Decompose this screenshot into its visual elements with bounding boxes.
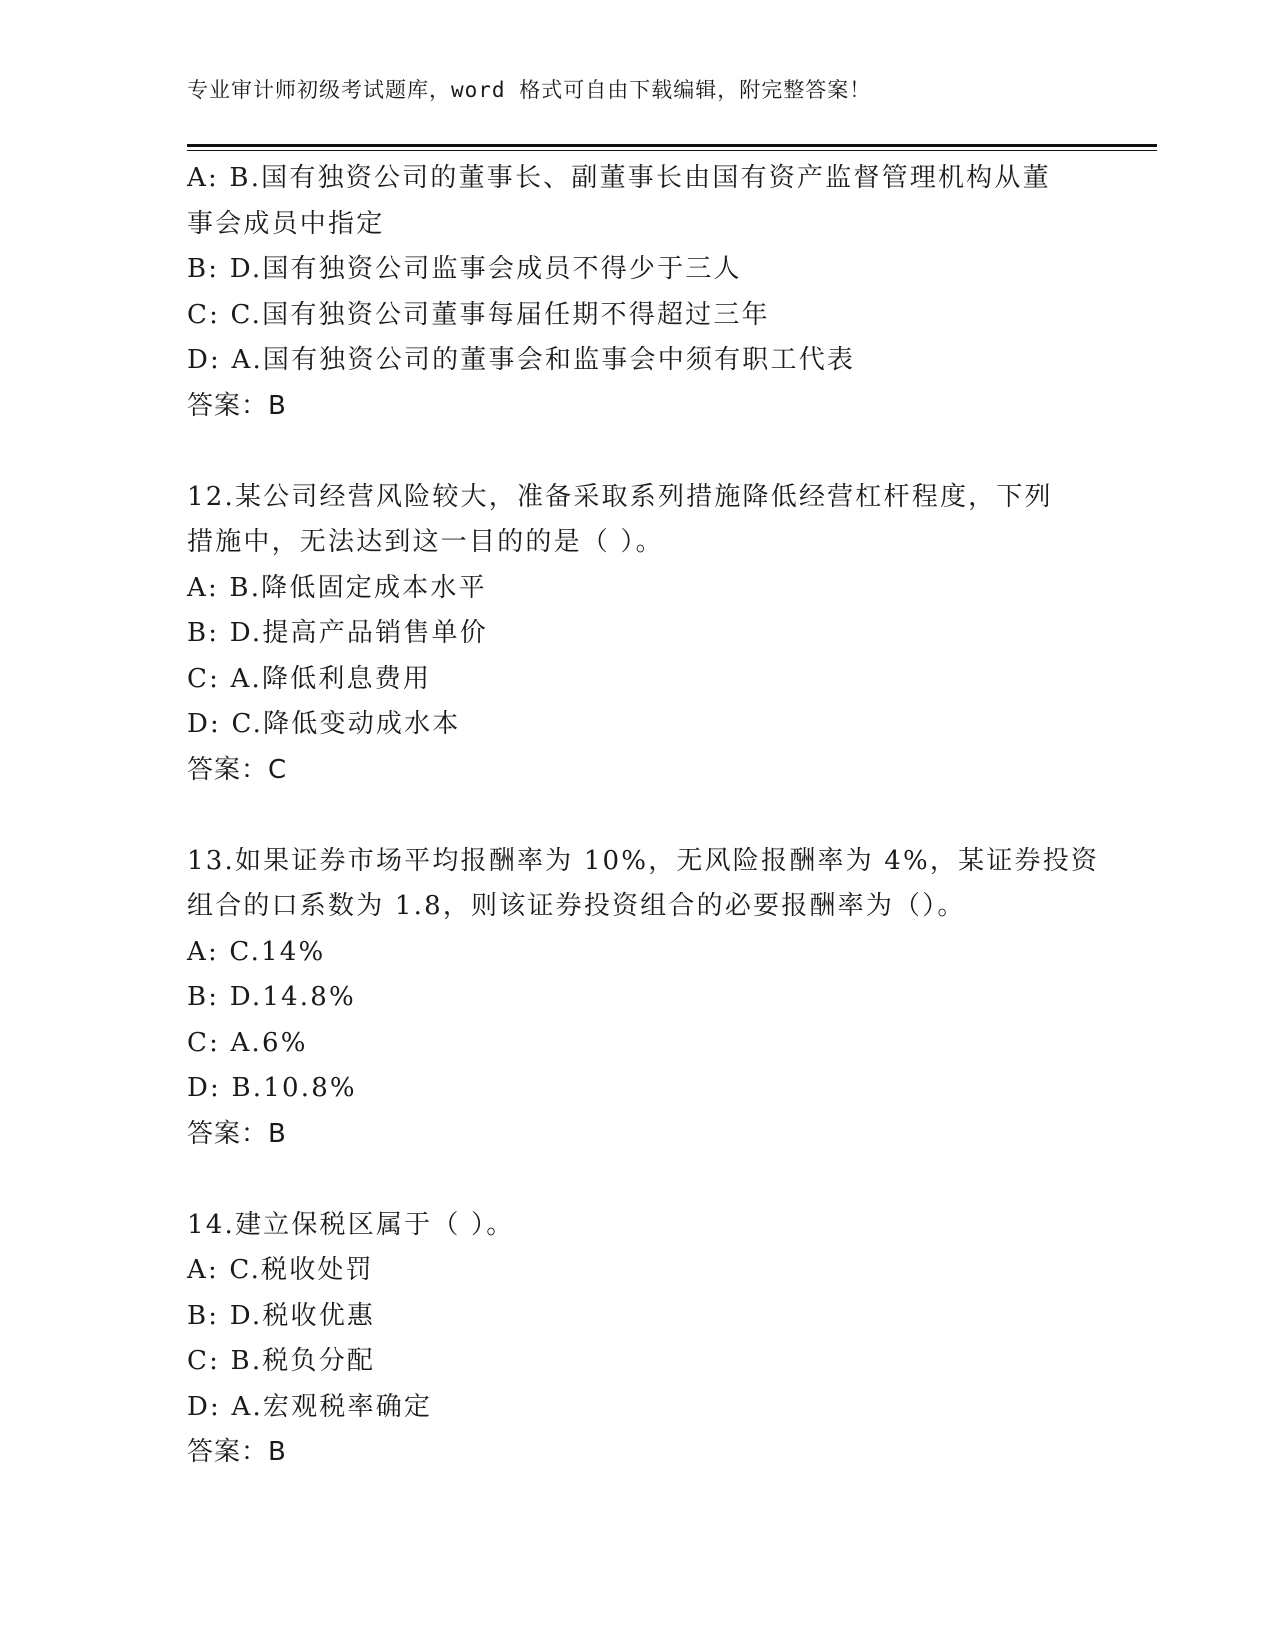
option-line: A: C.14% xyxy=(187,936,326,967)
option-line: D: A.国有独资公司的董事会和监事会中须有职工代表 xyxy=(187,345,856,375)
question-text: 13.如果证券市场平均报酬率为 10%，无风险报酬率为 4%，某证券投资 xyxy=(187,845,1100,876)
option-line: C: C.国有独资公司董事每届任期不得超过三年 xyxy=(187,299,770,330)
option-line: C: A.6% xyxy=(187,1027,308,1058)
header-rule-thick xyxy=(187,144,1157,147)
answer-line: 答案：B xyxy=(187,1118,287,1149)
question-list xyxy=(187,156,1100,1476)
page-header: 专业审计师初级考试题库，word 格式可自由下载编辑，附完整答案！ xyxy=(187,78,872,102)
header-rule-thin xyxy=(187,150,1157,151)
question-text: 组合的口系数为 1.8，则该证券投资组合的必要报酬率为（）。 xyxy=(187,891,966,921)
option-line: C: A.降低利息费用 xyxy=(187,663,432,694)
option-line: B: D.国有独资公司监事会成员不得少于三人 xyxy=(187,254,742,284)
option-line: B: D.提高产品销售单价 xyxy=(187,618,488,648)
option-line: B: D.税收优惠 xyxy=(187,1300,376,1331)
question-text: 14.建立保税区属于（ ）。 xyxy=(187,1209,515,1240)
spacer xyxy=(187,429,1087,475)
option-line: 事会成员中指定 xyxy=(187,208,385,239)
option-line: D: C.降低变动成水本 xyxy=(187,709,461,739)
answer-line: 答案：B xyxy=(187,1437,287,1467)
option-line: A: B.国有独资公司的董事长、副董事长由国有资产监督管理机构从董 xyxy=(187,163,1051,193)
question-block xyxy=(187,475,1087,794)
option-line: D: A.宏观税率确定 xyxy=(187,1391,433,1422)
spacer xyxy=(187,793,1087,839)
question-text: 措施中，无法达到这一目的的是（ ）。 xyxy=(187,527,664,557)
question-block xyxy=(187,839,1100,1158)
spacer xyxy=(187,1157,1087,1203)
option-line: A: C.税收处罚 xyxy=(187,1255,374,1285)
answer-line: 答案：B xyxy=(187,390,287,421)
option-line: A: B.降低固定成本水平 xyxy=(187,572,487,603)
question-block xyxy=(187,156,1087,429)
option-line: D: B.10.8% xyxy=(187,1073,357,1103)
option-line: B: D.14.8% xyxy=(187,982,356,1012)
question-text: 12.某公司经营风险较大，准备采取系列措施降低经营杠杆程度，下列 xyxy=(187,481,1053,512)
answer-line: 答案：C xyxy=(187,754,288,785)
option-line: C: B.税负分配 xyxy=(187,1346,376,1376)
question-block xyxy=(187,1203,1087,1476)
